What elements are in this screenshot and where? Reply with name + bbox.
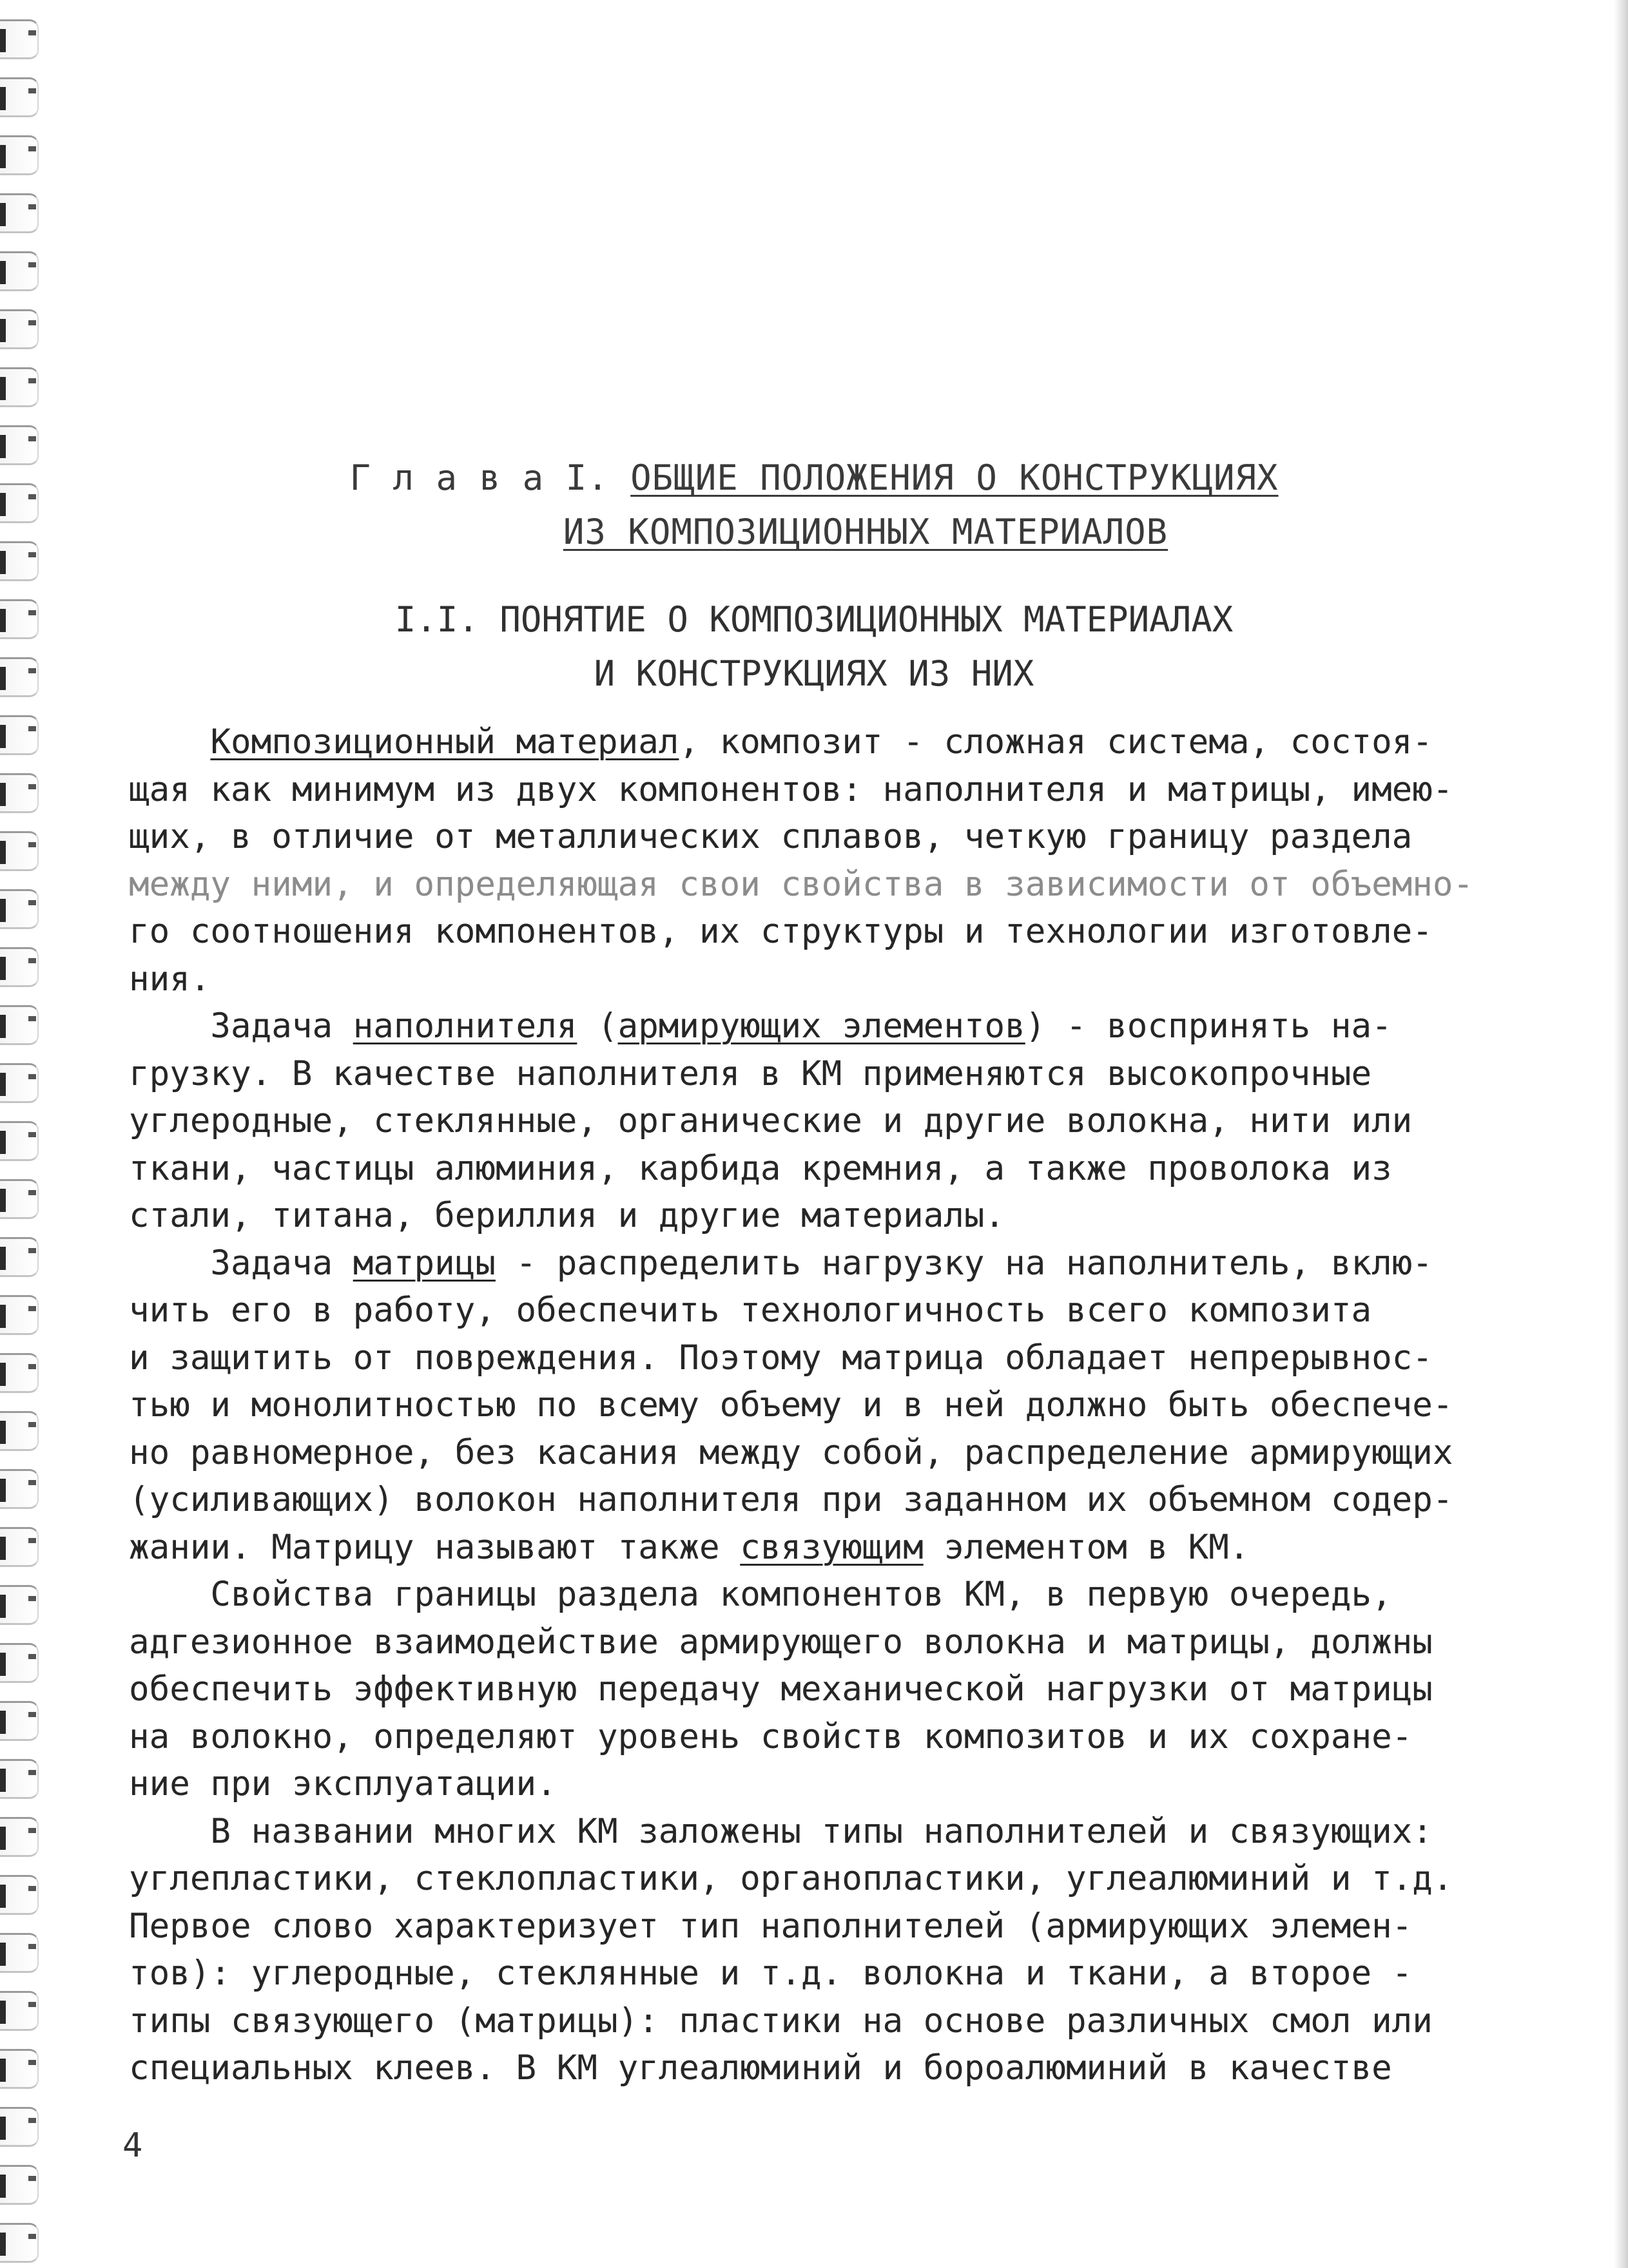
binding-ring bbox=[0, 1063, 39, 1103]
text-run: элементом в КМ. bbox=[923, 1527, 1250, 1567]
binding-ring bbox=[0, 1353, 39, 1393]
section-title-line-2: И КОНСТРУКЦИЯХ ИЗ НИХ bbox=[594, 653, 1034, 694]
binding-ring bbox=[0, 251, 39, 291]
binding-ring bbox=[0, 1933, 39, 1973]
text-run: , композит - сложная система, состоя- bbox=[679, 722, 1433, 762]
paragraph bbox=[129, 1003, 1457, 1240]
text-run: углеродные, стеклянные, органические и другие волокна, нити или bbox=[129, 1101, 1413, 1140]
binding-ring bbox=[0, 1643, 39, 1683]
text-run: Задача bbox=[129, 1006, 353, 1046]
binding-ring bbox=[0, 2107, 39, 2147]
text-line bbox=[129, 1903, 1457, 1950]
underlined-term: наполнителя bbox=[353, 1006, 577, 1046]
page-number: 4 bbox=[122, 2126, 143, 2165]
text-run: жании. Матрицу называют также bbox=[129, 1527, 741, 1567]
chapter-title-continuation: ИЗ КОМПОЗИЦИОННЫХ МАТЕРИАЛОВ bbox=[563, 512, 1168, 552]
body-text bbox=[129, 718, 1474, 2092]
text-run: стали, титана, бериллия и другие материалы. bbox=[129, 1196, 1005, 1235]
text-line bbox=[129, 1476, 1457, 1524]
binding-ring bbox=[0, 1237, 39, 1277]
text-run: между ними, и определяющая свои свойства в зависимости от объемно- bbox=[129, 864, 1474, 904]
binding-ring bbox=[0, 715, 39, 755]
text-line bbox=[129, 1760, 1457, 1808]
text-line bbox=[129, 1666, 1457, 1713]
text-run bbox=[129, 722, 210, 762]
text-line bbox=[129, 1619, 1457, 1666]
text-run: - распределить нагрузку на наполнитель, вклю- bbox=[495, 1243, 1433, 1283]
text-run: го соотношения компонентов, их структуры и технологии изготовле- bbox=[129, 912, 1433, 951]
binding-ring bbox=[0, 1005, 39, 1045]
text-line bbox=[129, 1287, 1457, 1334]
text-run: ( bbox=[577, 1006, 618, 1046]
text-run: адгезионное взаимодействие армирующего волокна и матрицы, должны bbox=[129, 1622, 1433, 1662]
paragraph bbox=[129, 1808, 1457, 2092]
binding-ring bbox=[0, 1701, 39, 1741]
binding-ring bbox=[0, 1759, 39, 1799]
text-line bbox=[129, 1192, 1457, 1240]
text-run: на волокно, определяют уровень свойств композитов и их сохране- bbox=[129, 1716, 1413, 1756]
text-run: ние при эксплуатации. bbox=[129, 1764, 557, 1803]
text-line bbox=[129, 1855, 1457, 1903]
text-line bbox=[129, 956, 1457, 1003]
text-line bbox=[129, 1713, 1457, 1761]
underlined-term: матрицы bbox=[353, 1243, 496, 1283]
binding-ring bbox=[0, 947, 39, 987]
text-line bbox=[129, 813, 1457, 861]
text-line bbox=[129, 1003, 1457, 1050]
binding-ring bbox=[0, 1469, 39, 1509]
chapter-title-line-1 bbox=[0, 451, 1628, 505]
chapter-heading bbox=[0, 451, 1628, 559]
text-run: чить его в работу, обеспечить технологичность всего композита bbox=[129, 1291, 1372, 1330]
chapter-title-line-2 bbox=[0, 505, 1628, 559]
binding-ring bbox=[0, 193, 39, 233]
binding-ring bbox=[0, 1121, 39, 1161]
text-run: тов): углеродные, стеклянные и т.д. волокна и ткани, а второе - bbox=[129, 1954, 1413, 1993]
binding-ring bbox=[0, 889, 39, 929]
page-edge bbox=[1614, 0, 1628, 2268]
text-line bbox=[129, 1997, 1457, 2045]
text-run: но равномерное, без касания между собой, распределение армирующих bbox=[129, 1432, 1453, 1472]
binding-ring bbox=[0, 1875, 39, 1915]
text-run: Свойства границы раздела компонентов КМ, в первую очередь, bbox=[129, 1575, 1392, 1614]
binding-ring bbox=[0, 1527, 39, 1567]
text-line bbox=[129, 1050, 1457, 1098]
binding-ring bbox=[0, 2049, 39, 2089]
text-run: Задача bbox=[129, 1243, 353, 1283]
binding-ring bbox=[0, 135, 39, 175]
binding-ring bbox=[0, 1585, 39, 1625]
text-run: ткани, частицы алюминия, карбида кремния, а также проволока из bbox=[129, 1148, 1392, 1188]
binding-ring bbox=[0, 309, 39, 349]
text-line bbox=[129, 1334, 1457, 1382]
text-run: углепластики, стеклопластики, органопластики, углеалюминий и т.д. bbox=[129, 1859, 1453, 1898]
binding-ring bbox=[0, 773, 39, 813]
binding-ring bbox=[0, 367, 39, 407]
text-run: (усиливающих) волокон наполнителя при заданном их объемном содер- bbox=[129, 1480, 1453, 1519]
chapter-label: Г л а в а bbox=[349, 457, 545, 498]
text-line bbox=[129, 1950, 1457, 1997]
text-line bbox=[129, 2044, 1457, 2092]
binding-ring bbox=[0, 831, 39, 871]
spiral-binding bbox=[0, 0, 52, 2268]
text-run: тью и монолитностью по всему объему и в ней должно быть обеспече- bbox=[129, 1385, 1453, 1425]
text-run: грузку. В качестве наполнителя в КМ применяются высокопрочные bbox=[129, 1053, 1372, 1093]
text-line bbox=[129, 766, 1457, 814]
text-line bbox=[129, 908, 1457, 956]
paragraph bbox=[129, 1240, 1457, 1571]
text-run: ния. bbox=[129, 959, 211, 999]
text-line bbox=[129, 718, 1457, 766]
text-line bbox=[129, 1145, 1457, 1193]
text-line bbox=[129, 1524, 1457, 1571]
binding-ring bbox=[0, 2165, 39, 2205]
text-line bbox=[129, 1808, 1457, 1856]
paragraph bbox=[129, 718, 1474, 1003]
text-line bbox=[129, 861, 1474, 908]
paragraph bbox=[129, 1571, 1457, 1808]
binding-ring bbox=[0, 1991, 39, 2031]
text-run: ) - воспринять на- bbox=[1025, 1006, 1392, 1046]
text-line bbox=[129, 1429, 1457, 1477]
text-line bbox=[129, 1097, 1457, 1145]
text-run: и защитить от повреждения. Поэтому матрица обладает непрерывнос- bbox=[129, 1338, 1433, 1378]
text-run: В названии многих КМ заложены типы наполнителей и связующих: bbox=[129, 1811, 1433, 1851]
binding-ring bbox=[0, 1179, 39, 1219]
binding-ring bbox=[0, 19, 39, 59]
binding-ring bbox=[0, 1411, 39, 1451]
underlined-term: армирующих элементов bbox=[617, 1006, 1025, 1046]
text-line bbox=[129, 1571, 1457, 1619]
binding-ring bbox=[0, 1295, 39, 1335]
binding-ring bbox=[0, 77, 39, 117]
chapter-title: ОБЩИЕ ПОЛОЖЕНИЯ О КОНСТРУКЦИЯХ bbox=[630, 457, 1279, 498]
binding-ring bbox=[0, 2223, 39, 2263]
text-run: щих, в отличие от металлических сплавов, четкую границу раздела bbox=[129, 817, 1413, 856]
underlined-term: связующим bbox=[740, 1527, 924, 1567]
text-run: Первое слово характеризует тип наполнителей (армирующих элемен- bbox=[129, 1906, 1413, 1946]
section-title-line-1: I.I. ПОНЯТИЕ О КОМПОЗИЦИОННЫХ МАТЕРИАЛАХ bbox=[394, 599, 1234, 640]
binding-ring bbox=[0, 1817, 39, 1857]
text-line bbox=[129, 1240, 1457, 1287]
text-run: специальных клеев. В КМ углеалюминий и бороалюминий в качестве bbox=[129, 2048, 1392, 2088]
text-run: обеспечить эффективную передачу механической нагрузки от матрицы bbox=[129, 1669, 1433, 1709]
text-line bbox=[129, 1381, 1457, 1429]
chapter-number: I. bbox=[565, 457, 609, 498]
text-run: типы связующего (матрицы): пластики на основе различных смол или bbox=[129, 2001, 1433, 2041]
section-heading bbox=[0, 593, 1628, 701]
text-run: щая как минимум из двух компонентов: наполнителя и матрицы, имею- bbox=[129, 769, 1453, 809]
underlined-term: Композиционный материал bbox=[210, 722, 679, 762]
